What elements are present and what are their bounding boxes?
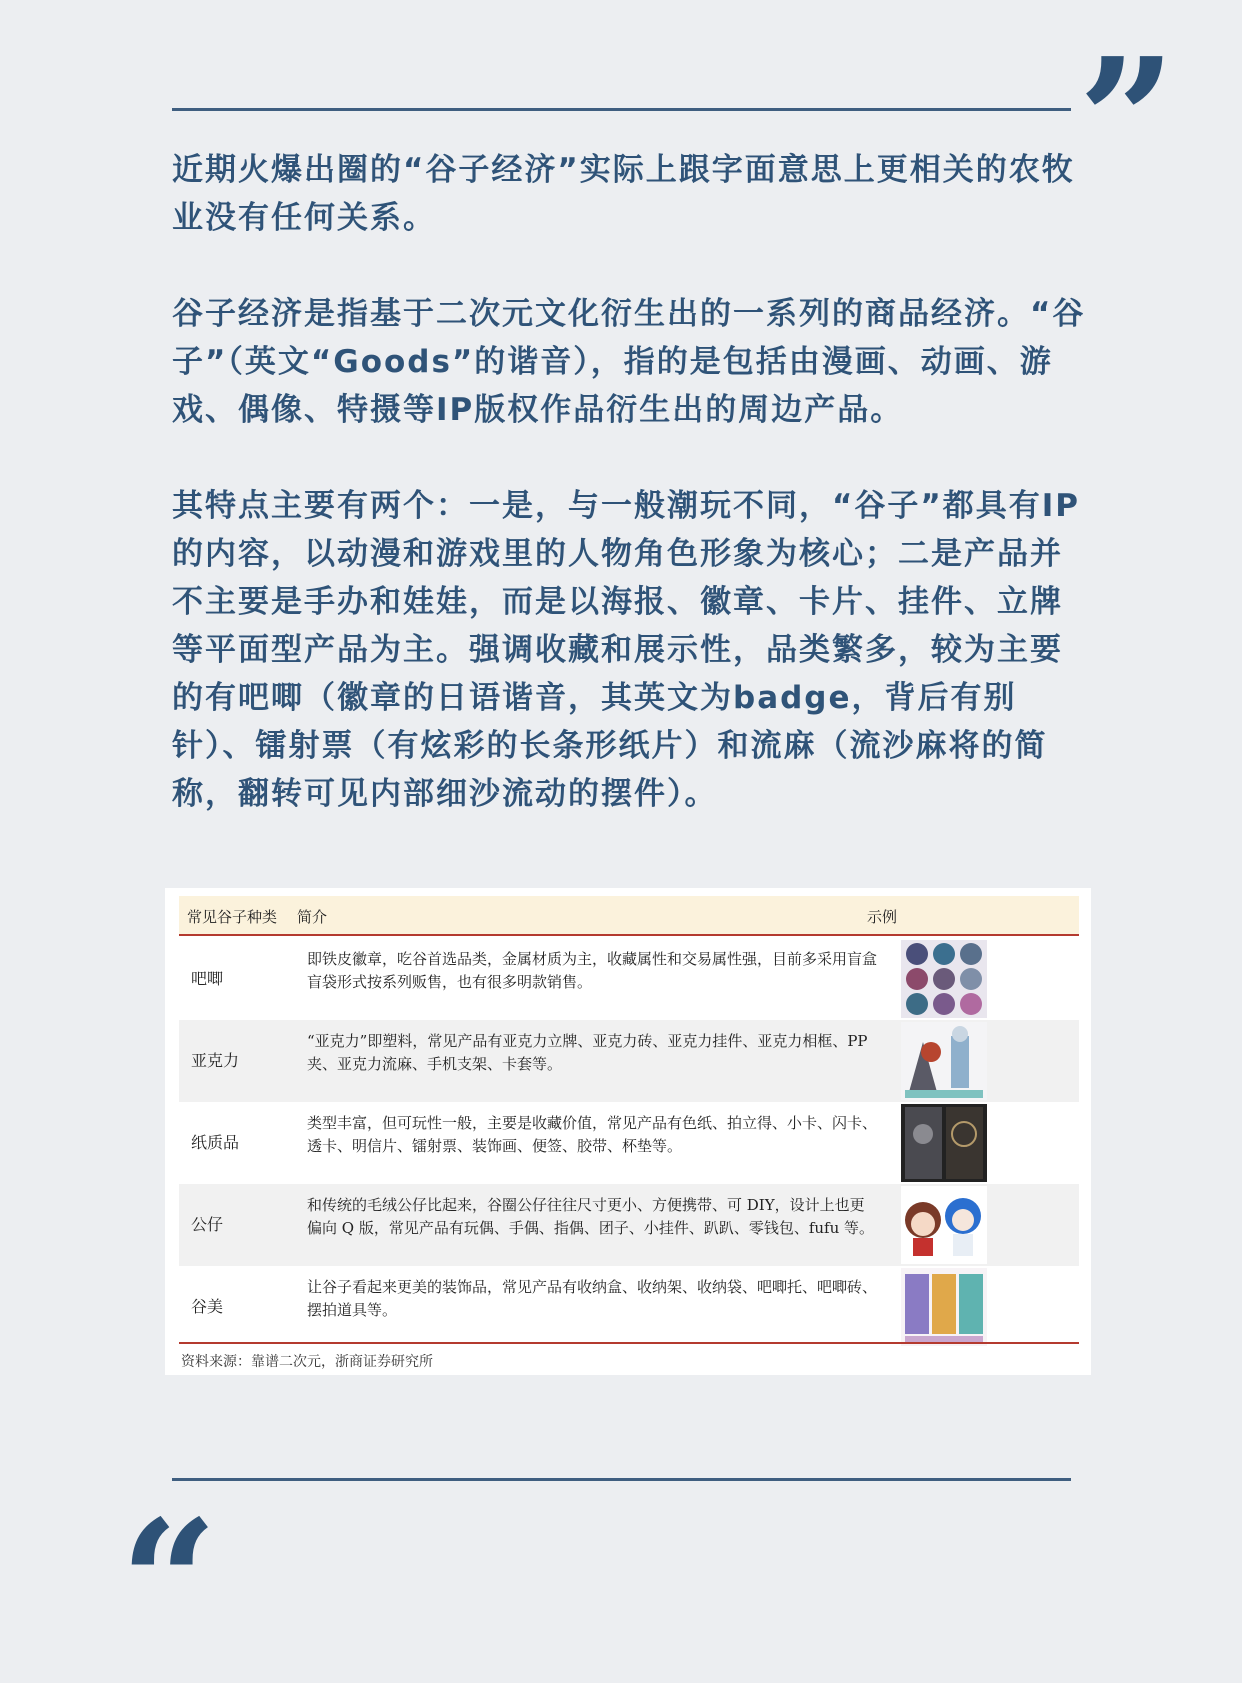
row-desc: 类型丰富，但可玩性一般，主要是收藏价值，常见产品有色纸、拍立得、小卡、闪卡、透卡、明信片、镭射票、装饰画、便签、胶带、杯垫等。 [307, 1114, 878, 1155]
plush-doll-thumbnail [901, 1186, 987, 1264]
header-type: 常见谷子种类 [187, 908, 278, 926]
row-desc: 即铁皮徽章，吃谷首选品类，金属材质为主，收藏属性和交易属性强，目前多采用盲盒盲袋形式按系列贩售，也有很多明款销售。 [307, 950, 878, 991]
paper-card-thumbnail [901, 1104, 987, 1182]
row-name: 亚克力 [191, 1051, 240, 1070]
article-body [172, 146, 1092, 866]
row-name: 公仔 [191, 1215, 224, 1234]
badge-thumbnail [901, 940, 987, 1018]
open-quote-icon: “ [120, 1483, 218, 1683]
row-desc: 和传统的毛绒公仔比起来，谷圈公仔往往尺寸更小、方便携带、可 DIY，设计上也更偏向 Q 版，常见产品有玩偶、手偶、指偶、团子、小挂件、趴趴、零钱包、fufu 等。 [307, 1196, 875, 1237]
paragraph-2: 谷子经济是指基于二次元文化衍生出的一系列的商品经济。“谷子”（英文“Goods”的谐音），指的是包括由漫画、动画、游戏、偶像、特摄等IP版权作品衍生出的周边产品。 [172, 296, 1086, 428]
table-row [179, 1020, 1079, 1102]
paragraph-3: 其特点主要有两个：一是，与一般潮玩不同，“谷子”都具有IP的内容，以动漫和游戏里的人物角色形象为核心；二是产品并不主要是手办和娃娃，而是以海报、徽章、卡片、挂件、立牌等平面型产品为主。强调收藏和展示性，品类繁多，较为主要的有吧唧（徽章的日语谐音，其英文为badge，背后有别针）、镭射票（有炫彩的长条形纸片）和流麻（流沙麻将的简称，翻转可见内部细沙流动的摆件）。 [172, 488, 1080, 812]
row-desc: “亚克力”即塑料，常见产品有亚克力立牌、亚克力砖、亚克力挂件、亚克力相框、PP 夹、亚克力流麻、手机支架、卡套等。 [307, 1032, 868, 1073]
table-bottom-rule [179, 1342, 1079, 1344]
table-row [179, 1184, 1079, 1266]
header-example: 示例 [867, 908, 898, 926]
acrylic-stand-thumbnail [901, 1022, 987, 1100]
row-name: 谷美 [191, 1297, 224, 1316]
paragraph-1: 近期火爆出圈的“谷子经济”实际上跟字面意思上更相关的农牧业没有任何关系。 [172, 152, 1075, 236]
display-case-thumbnail [901, 1268, 987, 1346]
row-name: 纸质品 [191, 1133, 240, 1152]
header-intro: 简介 [297, 908, 328, 926]
close-quote-icon: ” [1078, 21, 1176, 221]
top-divider [172, 108, 1071, 111]
row-desc: 让谷子看起来更美的装饰品，常见产品有收纳盒、收纳架、收纳袋、吧唧托、吧唧砖、摆拍道具等。 [307, 1278, 878, 1319]
table-row [179, 1102, 1079, 1184]
goods-table [165, 888, 1091, 1375]
table-source: 资料来源：靠谱二次元，浙商证券研究所 [181, 1354, 433, 1370]
table-row [179, 1266, 1079, 1348]
bottom-divider [172, 1478, 1071, 1481]
row-name: 吧唧 [191, 969, 224, 988]
table-header [179, 896, 1079, 936]
table-row [179, 938, 1079, 1020]
